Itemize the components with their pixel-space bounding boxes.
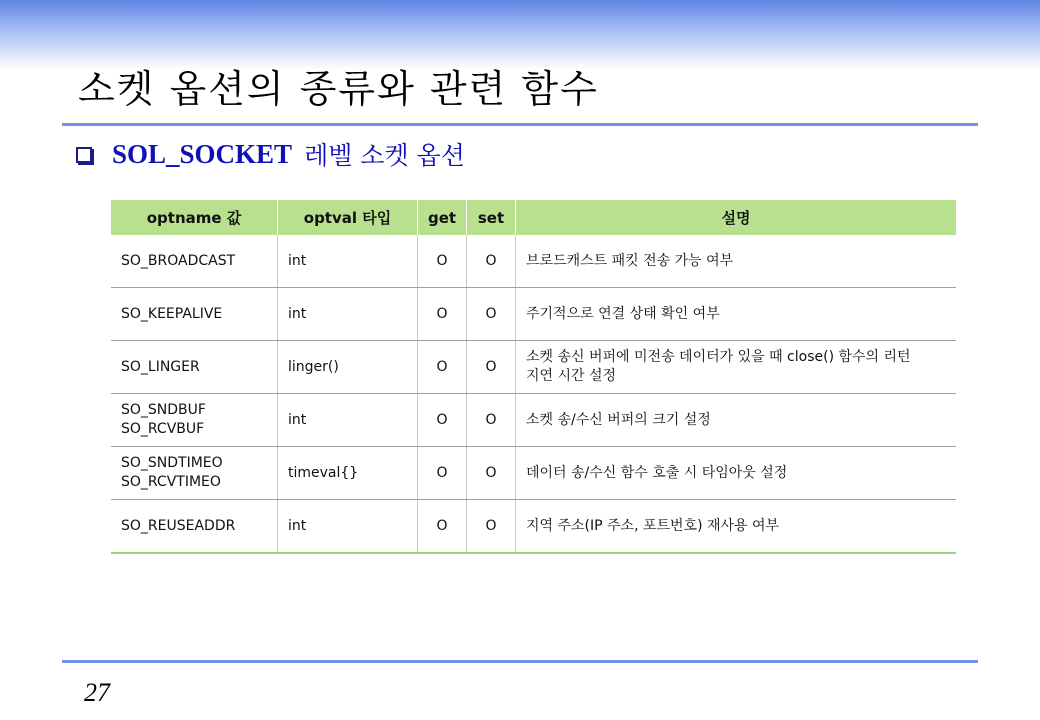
optname-line: SO_KEEPALIVE xyxy=(121,305,223,322)
description-cell xyxy=(516,235,957,288)
optval-type-cell: timeval{} xyxy=(278,447,418,500)
description-line: 소켓 송/수신 버퍼의 크기 설정 xyxy=(526,411,711,428)
get-cell: O xyxy=(418,447,467,500)
table-row xyxy=(111,500,956,554)
description-line: 데이터 송/수신 함수 호출 시 타임아웃 설정 xyxy=(526,464,788,481)
optval-type-cell: linger() xyxy=(278,341,418,394)
description-line: 지연 시간 설정 xyxy=(526,368,617,384)
set-cell: O xyxy=(467,235,516,288)
set-cell: O xyxy=(467,394,516,447)
header-set: set xyxy=(467,200,516,235)
set-cell: O xyxy=(467,288,516,341)
table-row xyxy=(111,288,956,341)
slide-title: 소켓 옵션의 종류와 관련 함수 xyxy=(78,67,599,111)
description-cell xyxy=(516,288,957,341)
get-cell: O xyxy=(418,341,467,394)
description-line: 브로드캐스트 패킷 전송 가능 여부 xyxy=(526,252,734,269)
header-description: 설명 xyxy=(516,200,957,235)
optname-line: SO_SNDBUF xyxy=(121,402,206,418)
optname-line: SO_BROADCAST xyxy=(121,252,236,269)
header-optval-type: optval 타입 xyxy=(278,200,418,235)
description-cell xyxy=(516,341,957,394)
description-line: 소켓 송신 버퍼에 미전송 데이터가 있을 때 close() 함수의 리턴 xyxy=(526,349,911,365)
description-line: 주기적으로 연결 상태 확인 여부 xyxy=(526,305,720,322)
description-cell xyxy=(516,447,957,500)
square-bullet-icon xyxy=(76,147,92,163)
description-cell xyxy=(516,394,957,447)
set-cell: O xyxy=(467,447,516,500)
section-heading-code: SOL_SOCKET xyxy=(112,138,293,169)
optname-cell xyxy=(111,235,278,288)
optname-line: SO_REUSEADDR xyxy=(121,517,236,534)
table-header-row xyxy=(111,200,956,235)
optval-type-cell: int xyxy=(278,394,418,447)
optname-line: SO_RCVBUF xyxy=(121,421,205,437)
get-cell: O xyxy=(418,394,467,447)
get-cell: O xyxy=(418,235,467,288)
footer-divider xyxy=(62,660,978,663)
optname-cell xyxy=(111,288,278,341)
get-cell: O xyxy=(418,500,467,554)
title-divider xyxy=(62,123,978,126)
optval-type-cell: int xyxy=(278,235,418,288)
description-line: 지역 주소(IP 주소, 포트번호) 재사용 여부 xyxy=(526,517,780,534)
table-row xyxy=(111,235,956,288)
get-cell: O xyxy=(418,288,467,341)
optname-cell xyxy=(111,500,278,554)
section-heading-text: 레벨 소켓 옵션 xyxy=(304,141,465,170)
table-row xyxy=(111,341,956,394)
header-get: get xyxy=(418,200,467,235)
table-row xyxy=(111,447,956,500)
optname-cell xyxy=(111,447,278,500)
socket-options-table xyxy=(111,200,956,554)
optval-type-cell: int xyxy=(278,288,418,341)
optval-type-cell: int xyxy=(278,500,418,554)
optname-line: SO_LINGER xyxy=(121,358,200,375)
optname-line: SO_RCVTIMEO xyxy=(121,474,221,490)
header-optname: optname 값 xyxy=(111,200,278,235)
optname-line: SO_SNDTIMEO xyxy=(121,455,223,471)
optname-cell xyxy=(111,394,278,447)
description-cell xyxy=(516,500,957,554)
page-number: 27 xyxy=(84,678,110,707)
section-heading xyxy=(76,136,465,172)
optname-cell xyxy=(111,341,278,394)
table-row xyxy=(111,394,956,447)
set-cell: O xyxy=(467,341,516,394)
set-cell: O xyxy=(467,500,516,554)
